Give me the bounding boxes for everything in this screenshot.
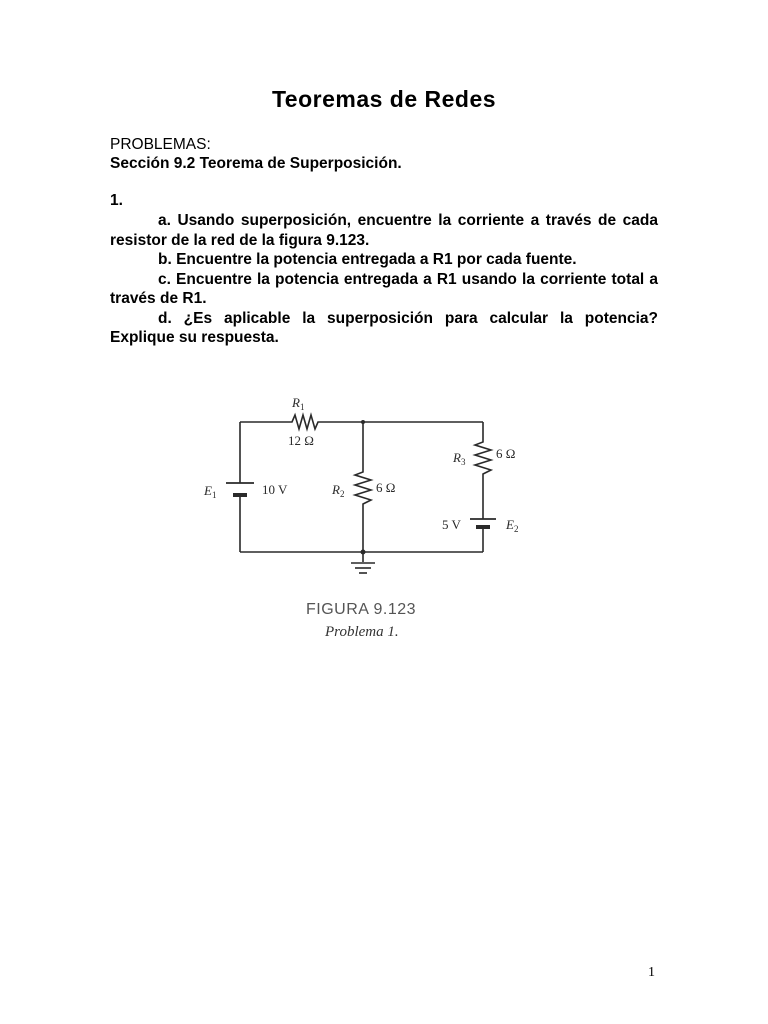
r2-label: $R_2$: [332, 482, 345, 499]
section-header: [110, 135, 402, 173]
circuit-figure: [190, 380, 570, 670]
circuit-diagram: [190, 380, 570, 670]
ground-icon: [351, 563, 375, 573]
problem-item-d: d. ¿Es aplicable la superposición para calcular la potencia? Explique su respuesta.: [110, 309, 658, 346]
e2-value: 5 V: [442, 517, 461, 532]
r2-branch: [355, 422, 371, 552]
junction-top: [361, 420, 365, 424]
problem-item-a: a. Usando superposición, encuentre la corriente a través de cada resistor de la red de la figura 9.123.: [110, 212, 658, 249]
figure-caption-title: FIGURA 9.123: [306, 601, 417, 618]
r1-value: 12 Ω: [288, 433, 314, 448]
problem-item-b: b. Encuentre la potencia entregada a R1 por cada fuente.: [158, 251, 577, 268]
r3-branch: [475, 422, 491, 519]
r3-label: $R_3$: [453, 450, 466, 467]
e2-label: $E_2$: [506, 517, 519, 534]
problem-item-c: c. Encuentre la potencia entregada a R1 usando la corriente total a través de R1.: [110, 270, 658, 307]
r1-label: $R_1$: [292, 395, 305, 412]
e1-label: $E_1$: [204, 483, 217, 500]
figure-caption-subtitle: Problema 1.: [325, 624, 399, 640]
section-title: Sección 9.2 Teorema de Superposición.: [110, 155, 402, 172]
r3-value: 6 Ω: [496, 446, 516, 461]
junction-bottom: [361, 550, 366, 555]
problems-heading: PROBLEMAS:: [110, 136, 211, 153]
problem-number: 1.: [110, 192, 123, 209]
e1-value: 10 V: [262, 482, 288, 497]
page-number: 1: [648, 965, 655, 980]
problem-statement: [110, 211, 658, 348]
r2-value: 6 Ω: [376, 480, 396, 495]
document-title: Teoremas de Redes: [271, 86, 497, 112]
